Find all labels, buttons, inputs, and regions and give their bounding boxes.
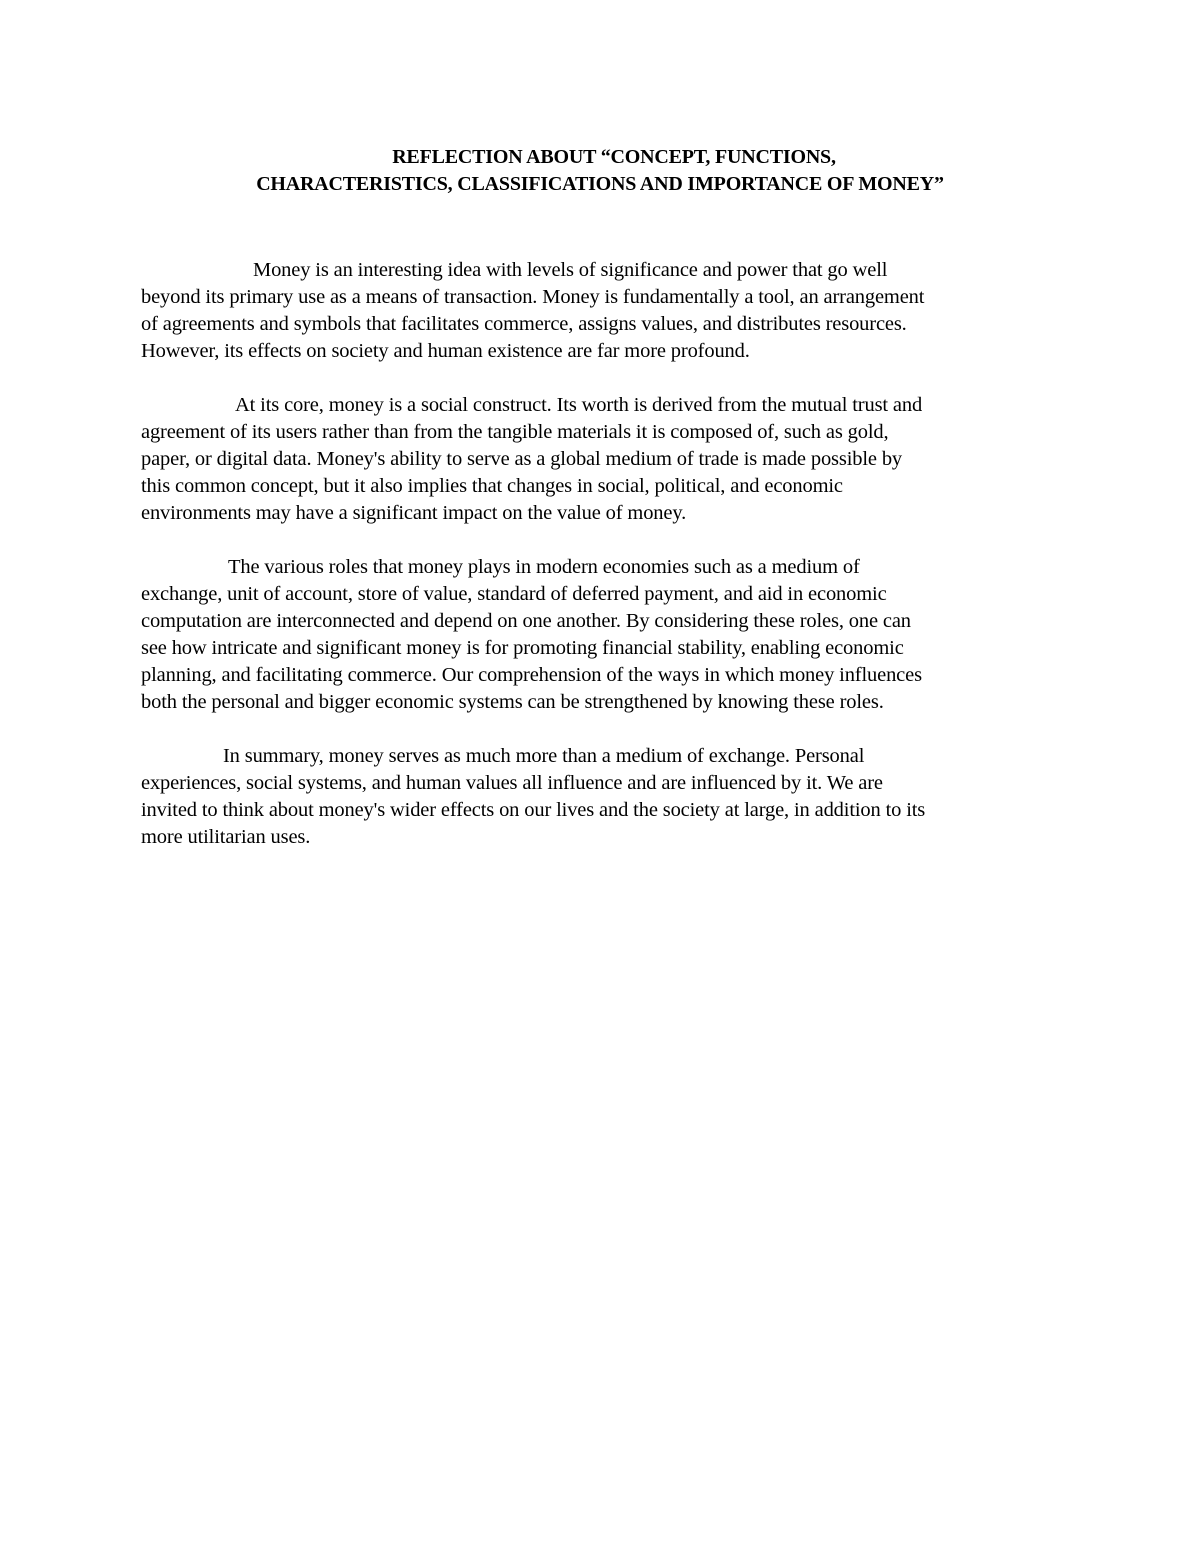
paragraph-line: Money is an interesting idea with levels of significance and power that go well xyxy=(253,259,888,281)
paragraph-2 xyxy=(141,392,1063,527)
paragraph-line: environments may have a significant impact on the value of money. xyxy=(141,502,687,524)
paragraph-4 xyxy=(141,743,1063,851)
title-line-1: REFLECTION ABOUT “CONCEPT, FUNCTIONS, xyxy=(392,146,836,168)
paragraph-line: of agreements and symbols that facilitates commerce, assigns values, and distributes resources. xyxy=(141,313,907,335)
paragraph-line: exchange, unit of account, store of value, standard of deferred payment, and aid in economic xyxy=(141,583,887,605)
title-line-2: CHARACTERISTICS, CLASSIFICATIONS AND IMPORTANCE OF MONEY” xyxy=(256,173,944,195)
paragraph-line: paper, or digital data. Money's ability to serve as a global medium of trade is made possible by xyxy=(141,448,903,470)
paragraph-line: At its core, money is a social construct. Its worth is derived from the mutual trust and xyxy=(235,394,923,416)
paragraph-line: planning, and facilitating commerce. Our comprehension of the ways in which money influences xyxy=(141,664,922,686)
paragraph-1 xyxy=(141,257,1063,365)
paragraph-line: The various roles that money plays in modern economies such as a medium of xyxy=(228,556,860,578)
paragraph-line: In summary, money serves as much more than a medium of exchange. Personal xyxy=(223,745,865,767)
paragraph-line: agreement of its users rather than from the tangible materials it is composed of, such as gold, xyxy=(141,421,889,443)
paragraph-line: beyond its primary use as a means of transaction. Money is fundamentally a tool, an arrangement xyxy=(141,286,925,308)
paragraph-line: this common concept, but it also implies that changes in social, political, and economic xyxy=(141,475,843,497)
paragraph-line: experiences, social systems, and human values all influence and are influenced by it. We are xyxy=(141,772,883,794)
paragraph-line: invited to think about money's wider effects on our lives and the society at large, in addition to its xyxy=(141,799,926,821)
paragraph-line: see how intricate and significant money is for promoting financial stability, enabling economic xyxy=(141,637,904,659)
paragraph-line: However, its effects on society and human existence are far more profound. xyxy=(141,340,750,362)
paragraph-3 xyxy=(141,554,1063,716)
paragraph-line: more utilitarian uses. xyxy=(141,826,311,848)
document-title xyxy=(140,144,1060,198)
paragraph-line: computation are interconnected and depend on one another. By considering these roles, one can xyxy=(141,610,911,632)
paragraph-line: both the personal and bigger economic systems can be strengthened by knowing these roles. xyxy=(141,691,884,713)
document-body xyxy=(141,257,1063,878)
